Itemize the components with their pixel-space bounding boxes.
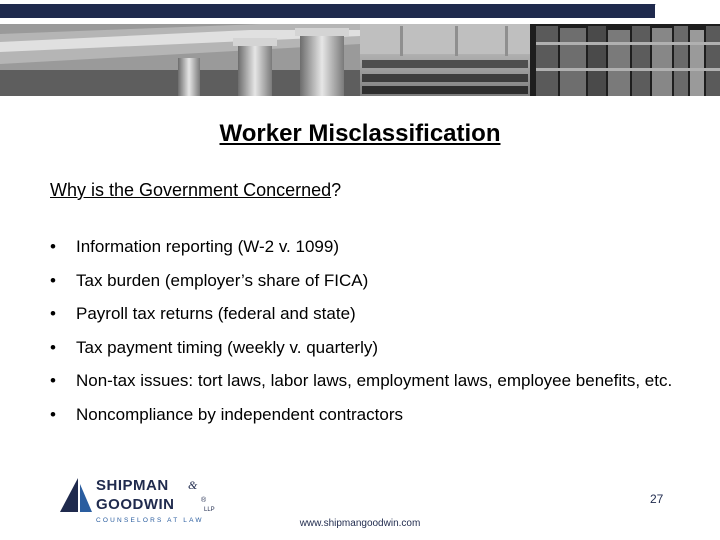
- bullet-text: Information reporting (W-2 v. 1099): [76, 237, 339, 256]
- bullet-dot: •: [50, 237, 56, 256]
- logo-sail-dark: [60, 478, 78, 512]
- law-books-photo: [530, 24, 720, 96]
- bullet-text: Tax burden (employer’s share of FICA): [76, 270, 369, 290]
- bullet-dot: •: [50, 270, 56, 290]
- bullet-item: [50, 370, 690, 392]
- logo-registered-mark: ®: [201, 497, 207, 504]
- logo-ampersand: &: [188, 478, 198, 492]
- page-number: 27: [650, 492, 664, 506]
- slide-title: Worker Misclassification: [219, 120, 501, 147]
- bullet-text: Non-tax issues: tort laws, labor laws, employment laws, employee benefits, etc.: [76, 371, 673, 390]
- bullet-item: [50, 337, 690, 359]
- columns-photo: [0, 24, 360, 96]
- bullet-item: [50, 236, 690, 258]
- logo-tagline: COUNSELORS AT LAW: [96, 517, 204, 524]
- bullet-text: Payroll tax returns (federal and state): [76, 304, 356, 323]
- courtroom-photo: [360, 24, 530, 96]
- bullet-dot: •: [50, 371, 56, 390]
- bullet-item: [50, 303, 690, 325]
- logo-sail-light: [80, 484, 92, 512]
- logo-line-goodwin: GOODWIN: [96, 496, 175, 513]
- bullet-text: Noncompliance by independent contractors: [76, 404, 403, 424]
- bullet-item: [50, 404, 690, 426]
- bullet-dot: •: [50, 404, 56, 424]
- top-band-slant: [632, 4, 656, 18]
- top-band: [0, 0, 720, 24]
- subtitle-heading: Why is the Government Concerned: [50, 180, 332, 200]
- top-band-navy: [0, 4, 655, 18]
- bullet-list: [50, 236, 690, 437]
- bullet-dot: •: [50, 337, 56, 357]
- bullet-text: Tax payment timing (weekly v. quarterly): [76, 337, 379, 357]
- subtitle: [50, 180, 341, 201]
- bullet-item: [50, 270, 690, 292]
- footer-website-url[interactable]: www.shipmangoodwin.com: [299, 518, 421, 529]
- bullet-dot: •: [50, 304, 56, 323]
- subtitle-question-mark: ?: [331, 180, 342, 200]
- logo-line-shipman: SHIPMAN: [96, 477, 169, 494]
- logo-llp: LLP: [204, 507, 215, 513]
- header-banner-image: [0, 24, 720, 96]
